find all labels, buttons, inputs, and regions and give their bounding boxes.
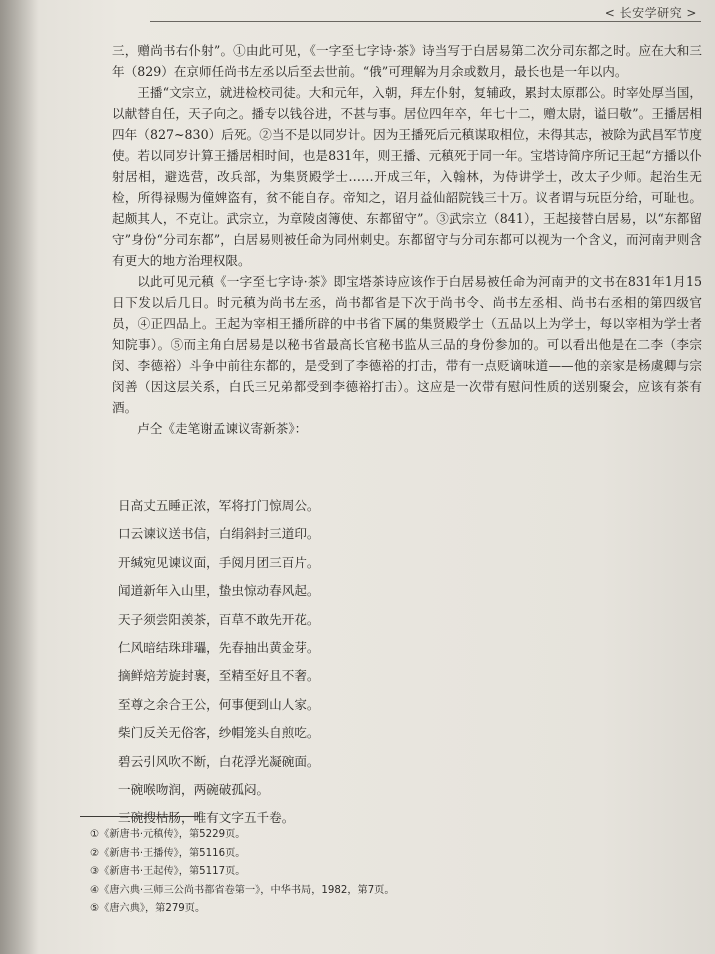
poem-line: 一碗喉吻润，两碗破孤闷。 <box>118 781 270 797</box>
footnote: ④《唐六典·三师三公尚书都省卷第一》，中华书局，1982，第7页。 <box>90 884 395 896</box>
footnote: ②《新唐书·王播传》，第5116页。 <box>90 847 246 859</box>
poem-intro: 卢仝《走笔谢孟谏议寄新茶》： <box>137 421 308 436</box>
poem-line: 摘鲜焙芳旋封裹，至精至好且不奢。 <box>118 668 320 684</box>
poem <box>118 492 320 833</box>
poem-line: 口云谏议送书信，白绢斜封三道印。 <box>118 526 320 542</box>
header-rule <box>150 21 701 22</box>
poem-line: 闻道新年入山里，蛰虫惊动春风起。 <box>118 583 320 599</box>
poem-line: 碧云引风吹不断，白花浮光凝碗面。 <box>118 753 320 769</box>
paragraph: 以此可见元稹《一字至七字诗·茶》即宝塔茶诗应该作于白居易被任命为河南尹的文书在831年1月15日下发以后几日。时元稹为尚书左丞，尚书都省是下次于尚书令、尚书左丞相、尚书右丞相的第四级官员，④正四品上。王起为宰相王播所辟的中书省下属的集贤殿学士（五品以上为学士，每以宰相为学士者知院事）。⑤而主角白居易是以秘书省最高长官秘书监从三品的身份参加的。可以看出他是在二李（李宗闵、李德裕）斗争中前往东都的，是受到了李德裕的打击，带有一点贬谪味道——他的亲家是杨虞卿与宗闵善（因这层关系，白氏三兄弟都受到李德裕打击）。这应是一次带有慰问性质的送别聚会，应该有茶有酒。 <box>112 274 702 415</box>
poem-line: 日高丈五睡正浓，军将打门惊周公。 <box>118 498 320 513</box>
poem-line: 三碗搜枯肠，唯有文字五千卷。 <box>118 810 295 826</box>
spine-shadow <box>0 0 38 954</box>
footnote: ③《新唐书·王起传》，第5117页。 <box>90 866 246 878</box>
running-head: < 长安学研究 > <box>604 6 697 20</box>
poem-line: 仁风暗结珠琲瓃，先春抽出黄金芽。 <box>118 639 320 655</box>
body-text <box>112 40 702 439</box>
poem-line: 天子须尝阳羡茶，百草不敢先开花。 <box>118 611 320 627</box>
footnote: ①《新唐书·元稹传》，第5229页。 <box>90 829 246 840</box>
poem-line: 柴门反关无俗客，纱帽笼头自煎吃。 <box>118 725 320 741</box>
footnote: ⑤《唐六典》，第279页。 <box>90 903 206 915</box>
footnotes <box>90 826 395 919</box>
poem-line: 开缄宛见谏议面，手阅月团三百片。 <box>118 554 320 570</box>
poem-line: 至尊之余合王公，何事便到山人家。 <box>118 696 320 712</box>
paragraph: 王播“文宗立，就进检校司徒。大和元年，入朝，拜左仆射，复辅政，累封太原郡公。时宰处厚当国，以献替自任，天子向之。播专以钱谷进，不甚与事。居位四年卒，年七十二，赠太尉，谥曰敬”。王播居相四年（827~830）后死。②当不是以同岁计。因为王播死后元稹谋取相位，未得其志，被除为武昌军节度使。若以同岁计算王播居相时间，也是831年，则王播、元稹死于同一年。宝塔诗简序所记王起“方播以仆射居相，避选营，改兵部，为集贤殿学士……开成三年，入翰林，为侍讲学士，改太子少师。起治生无检，所得禄赐为僮婢盗有，贫不能自存。帝知之，诏月益仙韶院钱三十万。议者谓与玩臣分给，可耻也。起颇其人，不克让。武宗立，为章陵卤簿使、东都留守”。③武宗立（841），王起接替白居易，以“东都留守”身份“分司东都”，白居易则被任命为同州刺史。东都留守与分司东都可以视为一个含义，而河南尹则含有更大的地方治理权限。 <box>112 85 702 268</box>
paragraph: 三，赠尚书右仆射”。①由此可见，《一字至七字诗·茶》诗当写于白居易第二次分司东都之时。应在大和三年（829）在京师任尚书左丞以后至去世前。“俄”可理解为月余或数月，最长也是一年以内。 <box>112 43 702 79</box>
footnote-rule <box>80 816 200 817</box>
